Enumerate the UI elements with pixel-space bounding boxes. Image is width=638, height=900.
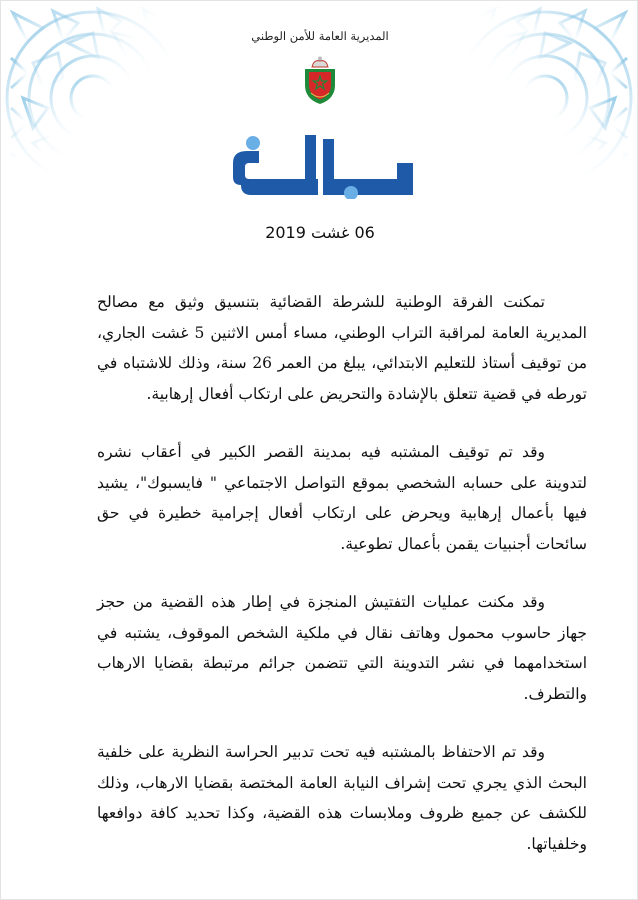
paragraph-1: تمكنت الفرقة الوطنية للشرطة القضائية بتنسيق وثيق مع مصالح المديرية العامة لمراقبة التراب الوطني، مساء أمس الاثنين 5 غشت الجاري، من توقيف أستاذ للتعليم الابتدائي، يبلغ من العمر 26 سنة، وذلك للاشتباه في تورطه في قضية تتعلق بالإشادة والتحريض على ارتكاب أفعال إرهابية.	[97, 293, 587, 403]
paragraph-2: وقد تم توقيف المشتبه فيه بمدينة القصر الكبير في أعقاب نشره لتدوينة على حسابه الشخصي بموقع التواصل الاجتماعي " فايسبوك"، يشيد فيها بأعمال إرهابية ويحرض على ارتكاب أفعال إجرامية خطيرة في حق سائحات أجنبيات يقمن بأعمال تطوعية.	[97, 443, 587, 553]
paragraph-4: وقد تم الاحتفاظ بالمشتبه فيه تحت تدبير الحراسة النظرية على خلفية البحث الذي يجري تحت إشراف النيابة العامة المختصة بقضايا الارهاب، وذلك للكشف عن جميع ظروف وملابسات هذه القضية، وكذا تحديد كافة دوافعها وخلفياتها.	[97, 743, 587, 853]
paragraph-3: وقد مكنت عمليات التفتيش المنجزة في إطار هذه القضية من حجز جهاز حاسوب محمول وهاتف نقال في ملكية الشخص الموقوف، يشتبه في استخدامهما في نشر التدوينة التي تتضمن جرائم مرتبطة بقضايا الارهاب والتطرف.	[97, 593, 587, 703]
organization-name: المديرية العامة للأمن الوطني	[251, 29, 389, 43]
dgsn-crest-emblem-icon	[302, 55, 338, 105]
logo-ghain-dot	[246, 136, 260, 150]
logo-lam	[323, 139, 334, 195]
balagh-title-logo	[233, 135, 413, 199]
communique-date: 06 غشت 2019	[265, 223, 375, 242]
logo-ghain	[233, 151, 278, 195]
communique-body	[97, 287, 587, 859]
logo-baa-tail	[397, 163, 413, 195]
